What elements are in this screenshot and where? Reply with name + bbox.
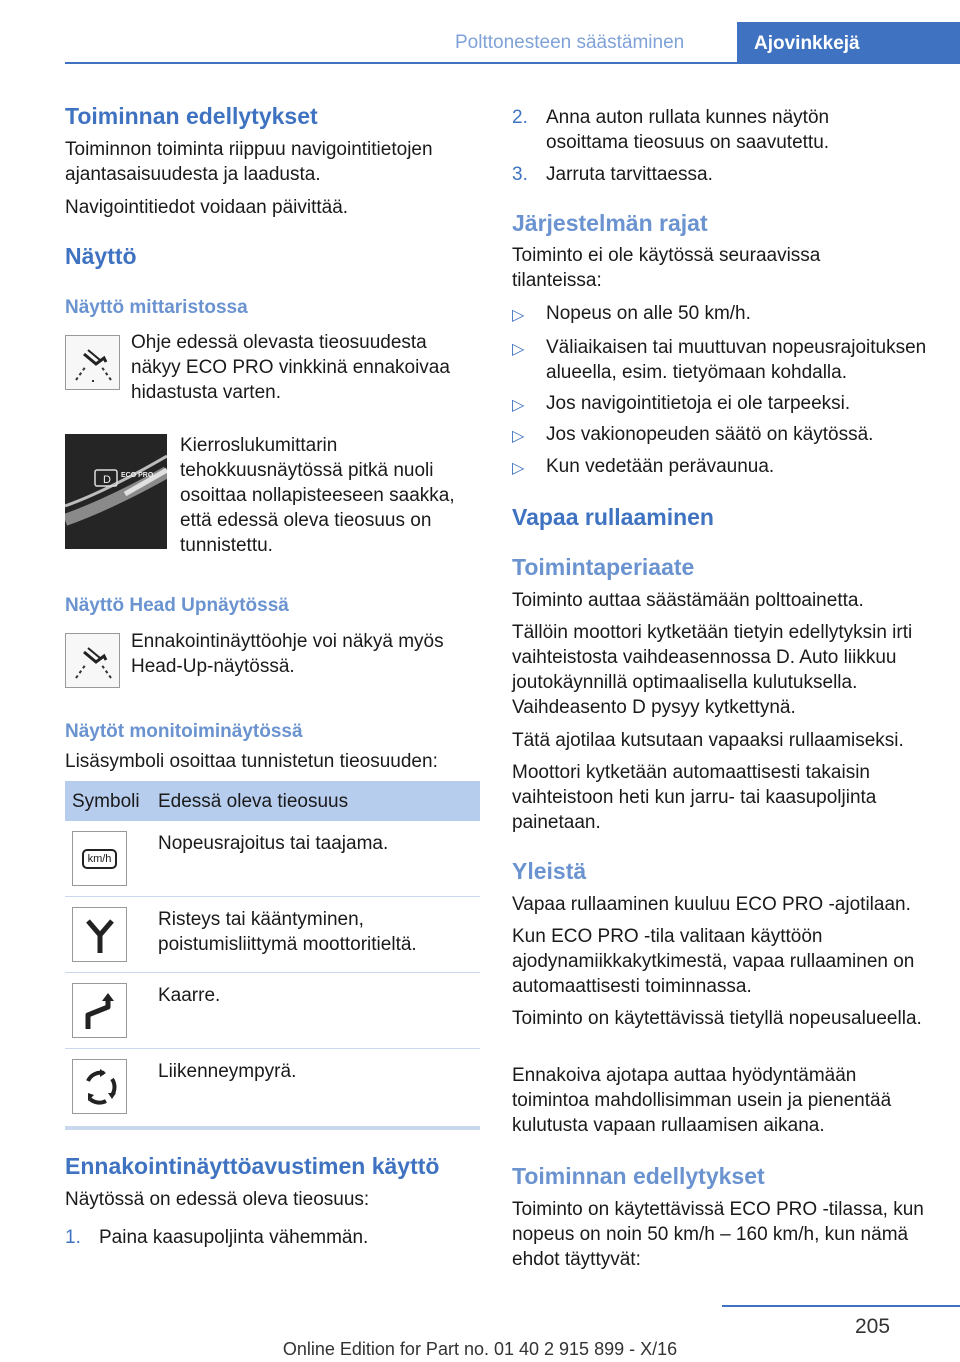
principle-paragraph-2: Tällöin moottori kytketään tietyin edellytyksin irti vaihteistosta vaihdeasennossa D. Auto liikkuu joutokäynnillä optimaalisella kulutuksella. Vaihdeasento D pysyy kytkettynä. <box>512 622 913 718</box>
efficiency-gauge-image <box>65 434 167 549</box>
heading-limits: Järjestelmän rajat <box>512 210 708 236</box>
prereq-paragraph-1: Toiminnon toiminta riippuu navigointitietojen ajantasaisuudesta ja laadusta. <box>65 139 433 185</box>
gauge-gear-label: D <box>103 474 111 486</box>
step-3-text: Jarruta tarvittaessa. <box>546 164 713 185</box>
table-row-text: Kaarre. <box>158 985 221 1006</box>
junction-icon <box>72 907 127 962</box>
general-paragraph-2: Kun ECO PRO -tila valitaan käyttöön ajodynamiikkakytkimestä, vapaa rullaaminen on automaattisesti toiminnassa. <box>512 926 915 997</box>
table-row-text: Liikenneympyrä. <box>158 1061 297 1082</box>
limit-item: Väliaikaisen tai muuttuvan nopeusrajoituksen alueella, esim. tietyömaan kohdalla. <box>546 337 927 383</box>
limit-item: Jos vakionopeuden säätö on käytössä. <box>546 424 874 445</box>
hud-text: Ennakointinäyttöohje voi näkyä myös Head-Up-näytössä. <box>131 631 444 677</box>
speed-limit-icon: km/h <box>72 831 127 886</box>
limit-item: Nopeus on alle 50 km/h. <box>546 303 751 324</box>
roundabout-icon <box>72 1059 127 1114</box>
gauge-text: Kierroslukumittarin tehokkuusnäytössä pitkä nuoli osoittaa nollapisteeseen saakka, että edessä oleva tieosuus on tunnistettu. <box>180 435 455 556</box>
curve-icon <box>72 983 127 1038</box>
header-rule <box>65 62 960 64</box>
footer-rule <box>722 1305 960 1307</box>
step-2-text: Anna auton rullata kunnes näytön osoittama tieosuus on saavutettu. <box>546 107 830 153</box>
general-paragraph-3: Toiminto on käytettävissä tietyllä nopeusalueella. <box>512 1008 922 1029</box>
bullet-icon: ▷ <box>512 307 525 324</box>
use-intro: Näytössä on edessä oleva tieosuus: <box>65 1189 370 1210</box>
header-section-title: Polttonesteen säästäminen <box>455 32 685 53</box>
cluster-text: Ohje edessä olevasta tieosuudesta näkyy ECO PRO vinkkinä ennakoivaa hidastusta varten. <box>131 332 450 403</box>
eco-pro-hint-icon <box>65 335 120 390</box>
heading-cluster-display: Näyttö mittaristossa <box>65 297 248 318</box>
footer-edition: Online Edition for Part no. 01 40 2 915 899 - X/16 <box>282 1339 678 1359</box>
table-divider <box>65 1048 480 1049</box>
table-row-text: Risteys tai kääntyminen, poistumisliittymä moottoritieltä. <box>158 909 417 955</box>
table-divider <box>65 972 480 973</box>
heading-prerequisites: Toiminnan edellytykset <box>65 103 318 129</box>
bullet-icon: ▷ <box>512 460 525 477</box>
limit-item: Kun vedetään perävaunua. <box>546 456 775 477</box>
principle-paragraph-3: Tätä ajotilaa kutsutaan vapaaksi rullaamiseksi. <box>512 730 904 751</box>
page-number: 205 <box>855 1315 891 1338</box>
limit-item: Jos navigointitietoja ei ole tarpeeksi. <box>546 393 851 414</box>
heading-hud-display: Näyttö Head Upnäytössä <box>65 595 289 616</box>
bullet-icon: ▷ <box>512 428 525 445</box>
principle-paragraph-1: Toiminto auttaa säästämään polttoainetta. <box>512 590 864 611</box>
principle-paragraph-4: Moottori kytketään automaattisesti takaisin vaihteistoon heti kun jarru- tai kaasupoljinta painetaan. <box>512 762 877 833</box>
step-2-number: 2. <box>512 107 528 128</box>
heading-display: Näyttö <box>65 243 137 269</box>
heading-use: Ennakointinäyttöavustimen käyttö <box>65 1153 440 1179</box>
header-chapter-tab[interactable]: Ajovinkkejä <box>737 22 960 64</box>
heading-principle: Toimintaperiaate <box>512 554 695 580</box>
step-1-number: 1. <box>65 1227 81 1248</box>
prereq2-paragraph-1: Toiminto on käytettävissä ECO PRO -tilassa, kun nopeus on noin 50 km/h – 160 km/h, kun nämä ehdot täyttyvät: <box>512 1199 924 1270</box>
table-col-symbol: Symboli <box>72 791 140 812</box>
table-col-section: Edessä oleva tieosuus <box>158 791 349 812</box>
heading-general: Yleistä <box>512 858 587 884</box>
general-paragraph-1: Vapaa rullaaminen kuuluu ECO PRO -ajotilaan. <box>512 894 911 915</box>
step-3-number: 3. <box>512 164 528 185</box>
step-1-text: Paina kaasupoljinta vähemmän. <box>99 1227 369 1248</box>
general-paragraph-4: Ennakoiva ajotapa auttaa hyödyntämään toimintoa mahdollisimman usein ja pienentää kulutusta vapaan rullaamisen aikana. <box>512 1065 892 1136</box>
bullet-icon: ▷ <box>512 397 525 414</box>
prereq-paragraph-2: Navigointitiedot voidaan päivittää. <box>65 197 349 218</box>
limits-intro: Toiminto ei ole käytössä seuraavissa tilanteissa: <box>512 245 821 291</box>
table-divider <box>65 896 480 897</box>
heading-prerequisites-2: Toiminnan edellytykset <box>512 1163 765 1189</box>
table-row-text: Nopeusrajoitus tai taajama. <box>158 833 389 854</box>
heading-multi-display: Näytöt monitoiminäytössä <box>65 721 303 742</box>
bullet-icon: ▷ <box>512 341 525 358</box>
table-bottom-rule <box>65 1126 480 1130</box>
multi-intro: Lisäsymboli osoittaa tunnistetun tieosuuden: <box>65 751 438 772</box>
hud-hint-icon <box>65 633 120 688</box>
gauge-mode-label: ECO PRO <box>121 472 154 479</box>
heading-coasting: Vapaa rullaaminen <box>512 504 714 530</box>
